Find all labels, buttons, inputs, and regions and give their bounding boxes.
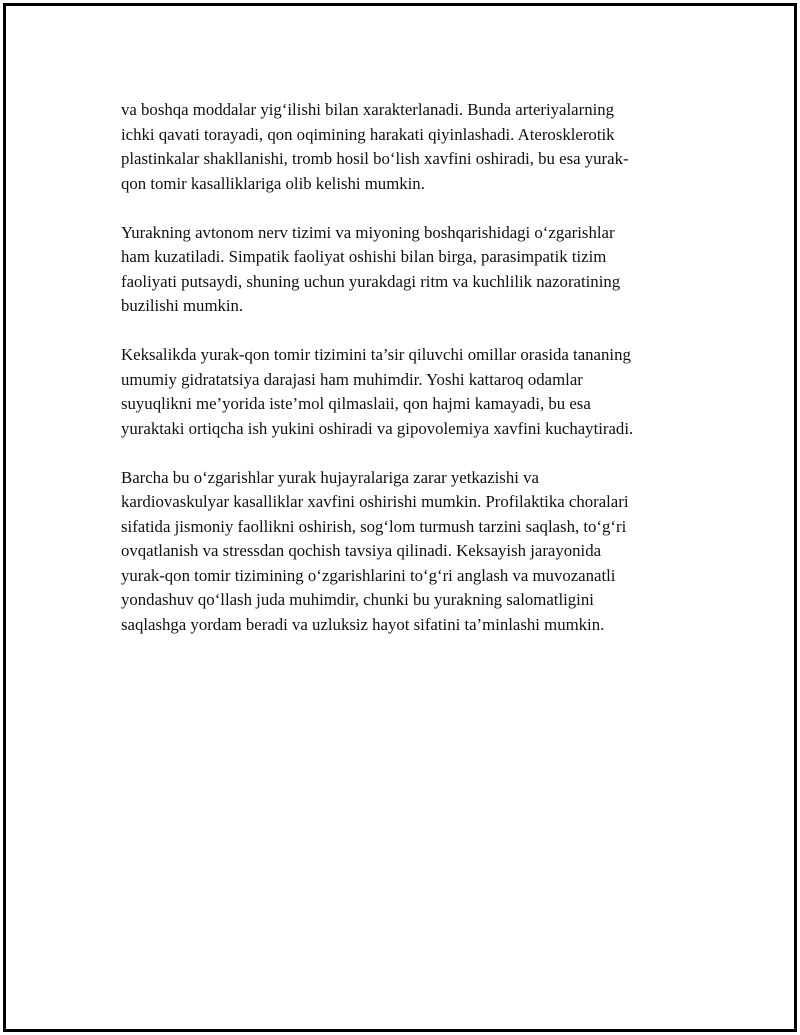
paragraph-1 <box>121 98 701 196</box>
text-line: Keksalikda yurak-qon tomir tizimini ta’sir qiluvchi omillar orasida tananing <box>121 345 631 364</box>
text-line: suyuqlikni me’yorida iste’mol qilmaslaii, qon hajmi kamayadi, bu esa <box>121 394 591 413</box>
document-body <box>121 98 701 662</box>
text-line: Yurakning avtonom nerv tizimi va miyoning boshqarishidagi o‘zgarishlar <box>121 222 615 242</box>
text-line: umumiy gidratatsiya darajasi ham muhimdir. Yoshi kattaroq odamlar <box>121 369 583 389</box>
text-line: ovqatlanish va stressdan qochish tavsiya qilinadi. Keksayish jarayonida <box>121 541 602 560</box>
text-line: saqlashga yordam beradi va uzluksiz hayot sifatini ta’minlashi mumkin. <box>121 614 605 634</box>
paragraph-2 <box>121 221 701 319</box>
document-page <box>3 3 797 1032</box>
paragraph-4 <box>121 466 701 638</box>
text-line: yuraktaki ortiqcha ish yukini oshiradi va gipovolemiya xavfini kuchaytiradi. <box>121 418 634 438</box>
text-line: plastinkalar shakllanishi, tromb hosil bo‘lish xavfini oshiradi, bu esa yurak- <box>121 149 629 168</box>
text-line: ham kuzatiladi. Simpatik faoliyat oshishi bilan birga, parasimpatik tizim <box>121 247 607 266</box>
text-line: Barcha bu o‘zgarishlar yurak hujayralariga zarar yetkazishi va <box>121 467 539 487</box>
text-line: faoliyati putsaydi, shuning uchun yurakdagi ritm va kuchlilik nazoratining <box>121 271 621 291</box>
text-line: yondashuv qo‘llash juda muhimdir, chunki bu yurakning salomatligini <box>121 590 594 609</box>
paragraph-3 <box>121 343 701 441</box>
text-line: kardiovaskulyar kasalliklar xavfini oshirishi mumkin. Profilaktika choralari <box>121 492 629 511</box>
text-line: qon tomir kasalliklariga olib kelishi mumkin. <box>121 173 425 193</box>
text-line: va boshqa moddalar yig‘ilishi bilan xarakterlanadi. Bunda arteriyalarning <box>121 100 615 119</box>
text-line: sifatida jismoniy faollikni oshirish, sog‘lom turmush tarzini saqlash, to‘g‘ri <box>121 516 627 536</box>
text-line: buzilishi mumkin. <box>121 296 244 315</box>
text-line: yurak-qon tomir tizimining o‘zgarishlarini to‘g‘ri anglash va muvozanatli <box>121 565 616 585</box>
text-line: ichki qavati torayadi, qon oqimining harakati qiyinlashadi. Aterosklerotik <box>121 124 615 144</box>
